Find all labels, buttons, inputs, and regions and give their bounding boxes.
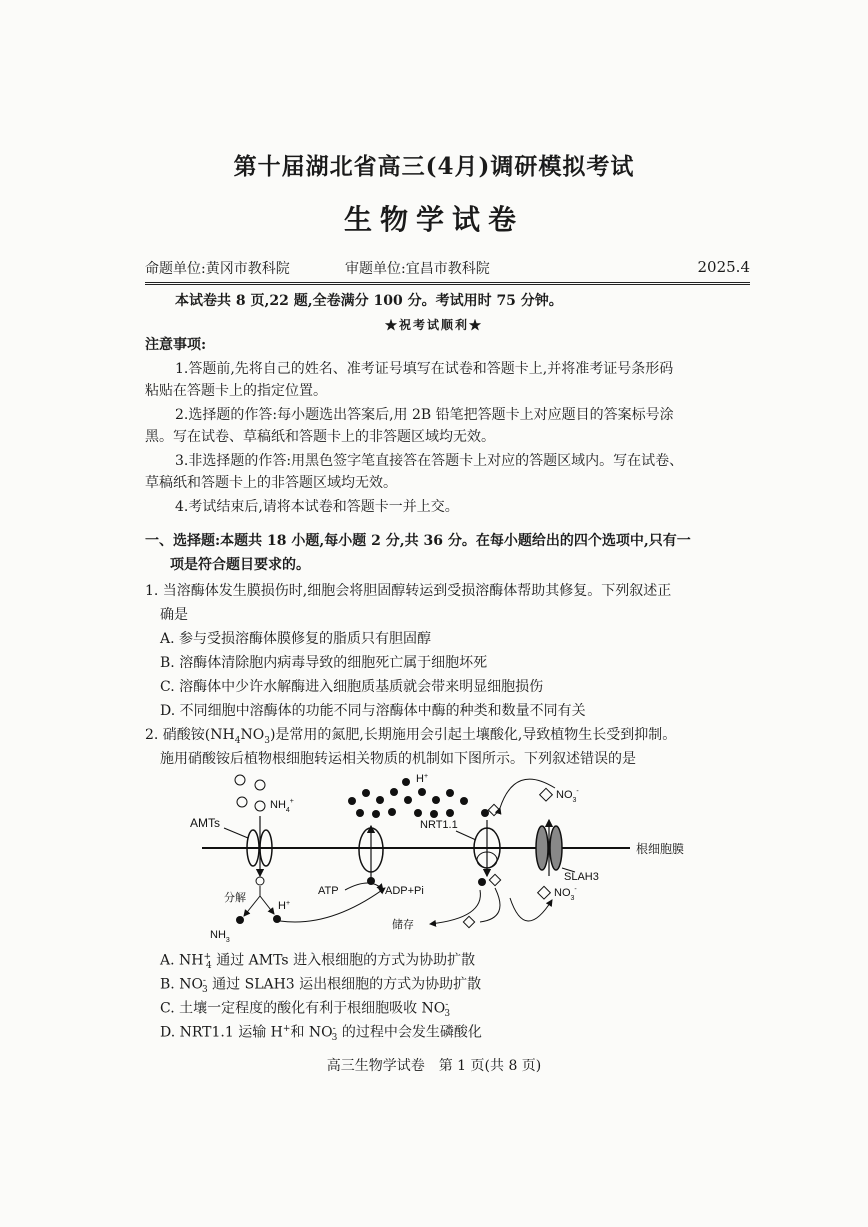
q2-b-part1: B. NO (160, 976, 203, 993)
exam-title: 第十届湖北省高三(4月)调研模拟考试 (233, 153, 635, 180)
q2-stem-c: )是常用的氮肥,长期施用会引起土壤酸化,导致植物生长受到抑制。 (269, 727, 677, 743)
exam-date: 2025.4 (697, 258, 750, 276)
sub-3: 3 (264, 735, 270, 746)
q2-stem-a: 2. 硝酸铵(NH (145, 727, 235, 743)
q2-option-d (160, 1018, 482, 1049)
q2-b-part2: 通过 SLAH3 运出根细胞的方式为协助扩散 (207, 976, 482, 993)
membrane-label: 根细胞膜 (636, 842, 685, 856)
nh4-particle (255, 780, 265, 790)
subject-title: 生物学试卷 (343, 203, 524, 236)
q2-a-part2: 通过 AMTs 进入根细胞的方式为协助扩散 (211, 952, 476, 969)
page-footer: 高三生物学试卷 第 1 页(共 8 页) (326, 1058, 542, 1074)
hplus-label-bottom: H+ (278, 900, 291, 912)
nh4-label: $NH_4^+$ (270, 798, 294, 814)
q2-d-part3: 的过程中会发生磷酸化 (337, 1024, 482, 1041)
hplus-label-top: H+ (416, 773, 429, 785)
slah3-channel (536, 826, 548, 870)
hplus-cluster (348, 778, 468, 818)
section-heading-2: 项是符合题目要求的。 (170, 557, 310, 573)
sup-minus: - (445, 1000, 449, 1010)
q1-option-a: A. 参与受损溶酶体膜修复的脂质只有胆固醇 (160, 631, 432, 647)
nh4-particle (235, 775, 245, 785)
sub-3: 3 (331, 1033, 338, 1044)
reviewer-unit: 审题单位:宜昌市教科院 (345, 261, 490, 277)
nh4-particle (237, 797, 247, 807)
sup-plus: + (203, 952, 212, 962)
sup-plus: + (282, 1024, 291, 1034)
sup-minus: - (332, 1024, 336, 1034)
sub-3: 3 (444, 1009, 451, 1020)
q2-d-part2: 和 NO (290, 1024, 333, 1041)
sup-minus: - (202, 976, 206, 986)
section-heading: 一、选择题:本题共 18 小题,每小题 2 分,共 36 分。在每小题给出的四个选项中,只有一 (145, 533, 691, 549)
transport-diagram (180, 768, 720, 943)
exam-summary: 本试卷共 8 页,22 题,全卷满分 100 分。考试用时 75 分钟。 (175, 293, 563, 309)
q1-stem-2: 确是 (160, 607, 188, 623)
sub-3: 3 (201, 985, 208, 996)
sub-4: 4 (206, 961, 212, 972)
q2-a-part1: A. NH (160, 952, 204, 969)
no3-label-bottom: $NO_3^-$ (554, 886, 577, 902)
sub-4: 4 (234, 735, 241, 746)
storage-label: 储存 (392, 919, 414, 931)
q1-option-d: D. 不同细胞中溶酶体的功能不同与溶酶体中酶的种类和数量不同有关 (160, 703, 586, 719)
nh3-label: $NH_3$ (210, 929, 230, 943)
decompose-label: 分解 (224, 892, 246, 904)
q2-stem-2: 施用硝酸铵后植物根细胞转运相关物质的机制如下图所示。下列叙述错误的是 (160, 751, 636, 767)
q1-stem: 1. 当溶酶体发生膜损伤时,细胞会将胆固醇转运到受损溶酶体帮助其修复。下列叙述正 (145, 583, 672, 599)
slah3-channel (550, 826, 562, 870)
amts-label: AMTs (190, 816, 220, 830)
note-2a: 2.选择题的作答:每小题选出答案后,用 2B 铅笔把答题卡上对应题目的答案标号涂 (175, 407, 674, 423)
q2-stem-b: NO (240, 727, 265, 743)
note-1a: 1.答题前,先将自己的姓名、准考证号填写在试卷和答题卡上,并将准考证号条形码 (175, 361, 674, 377)
nh4-particle (255, 801, 265, 811)
note-3b: 草稿纸和答题卡上的非答题区域均无效。 (145, 475, 397, 491)
atp-label: ATP (318, 885, 339, 897)
q1-option-c: C. 溶酶体中少许水解酶进入细胞质基质就会带来明显细胞损伤 (160, 679, 544, 695)
adp-label: ADP+Pi (385, 885, 424, 897)
q2-c-part1: C. 土壤一定程度的酸化有利于根细胞吸收 NO (160, 1000, 446, 1017)
note-4: 4.考试结束后,请将本试卷和答题卡一并上交。 (175, 499, 459, 515)
nrt-label: NRT1.1 (420, 819, 458, 831)
q1-option-b: B. 溶酶体清除胞内病毒导致的细胞死亡属于细胞坏死 (160, 655, 488, 671)
setter-unit: 命题单位:黄冈市教科院 (145, 261, 290, 277)
q2-d-part1: D. NRT1.1 运输 H (160, 1024, 283, 1041)
good-luck: ★祝考试顺利★ (384, 318, 483, 332)
exam-meta (145, 258, 750, 285)
no3-label-top: $NO_3^-$ (556, 788, 579, 804)
note-3a: 3.非选择题的作答:用黑色签字笔直接答在答题卡上对应的答题区域内。写在试卷、 (175, 453, 684, 469)
note-1b: 粘贴在答题卡上的指定位置。 (145, 383, 327, 399)
notes-heading: 注意事项: (145, 337, 207, 353)
note-2b: 黑。写在试卷、草稿纸和答题卡上的非答题区域均无效。 (145, 429, 495, 445)
slah3-label: SLAH3 (564, 871, 599, 883)
